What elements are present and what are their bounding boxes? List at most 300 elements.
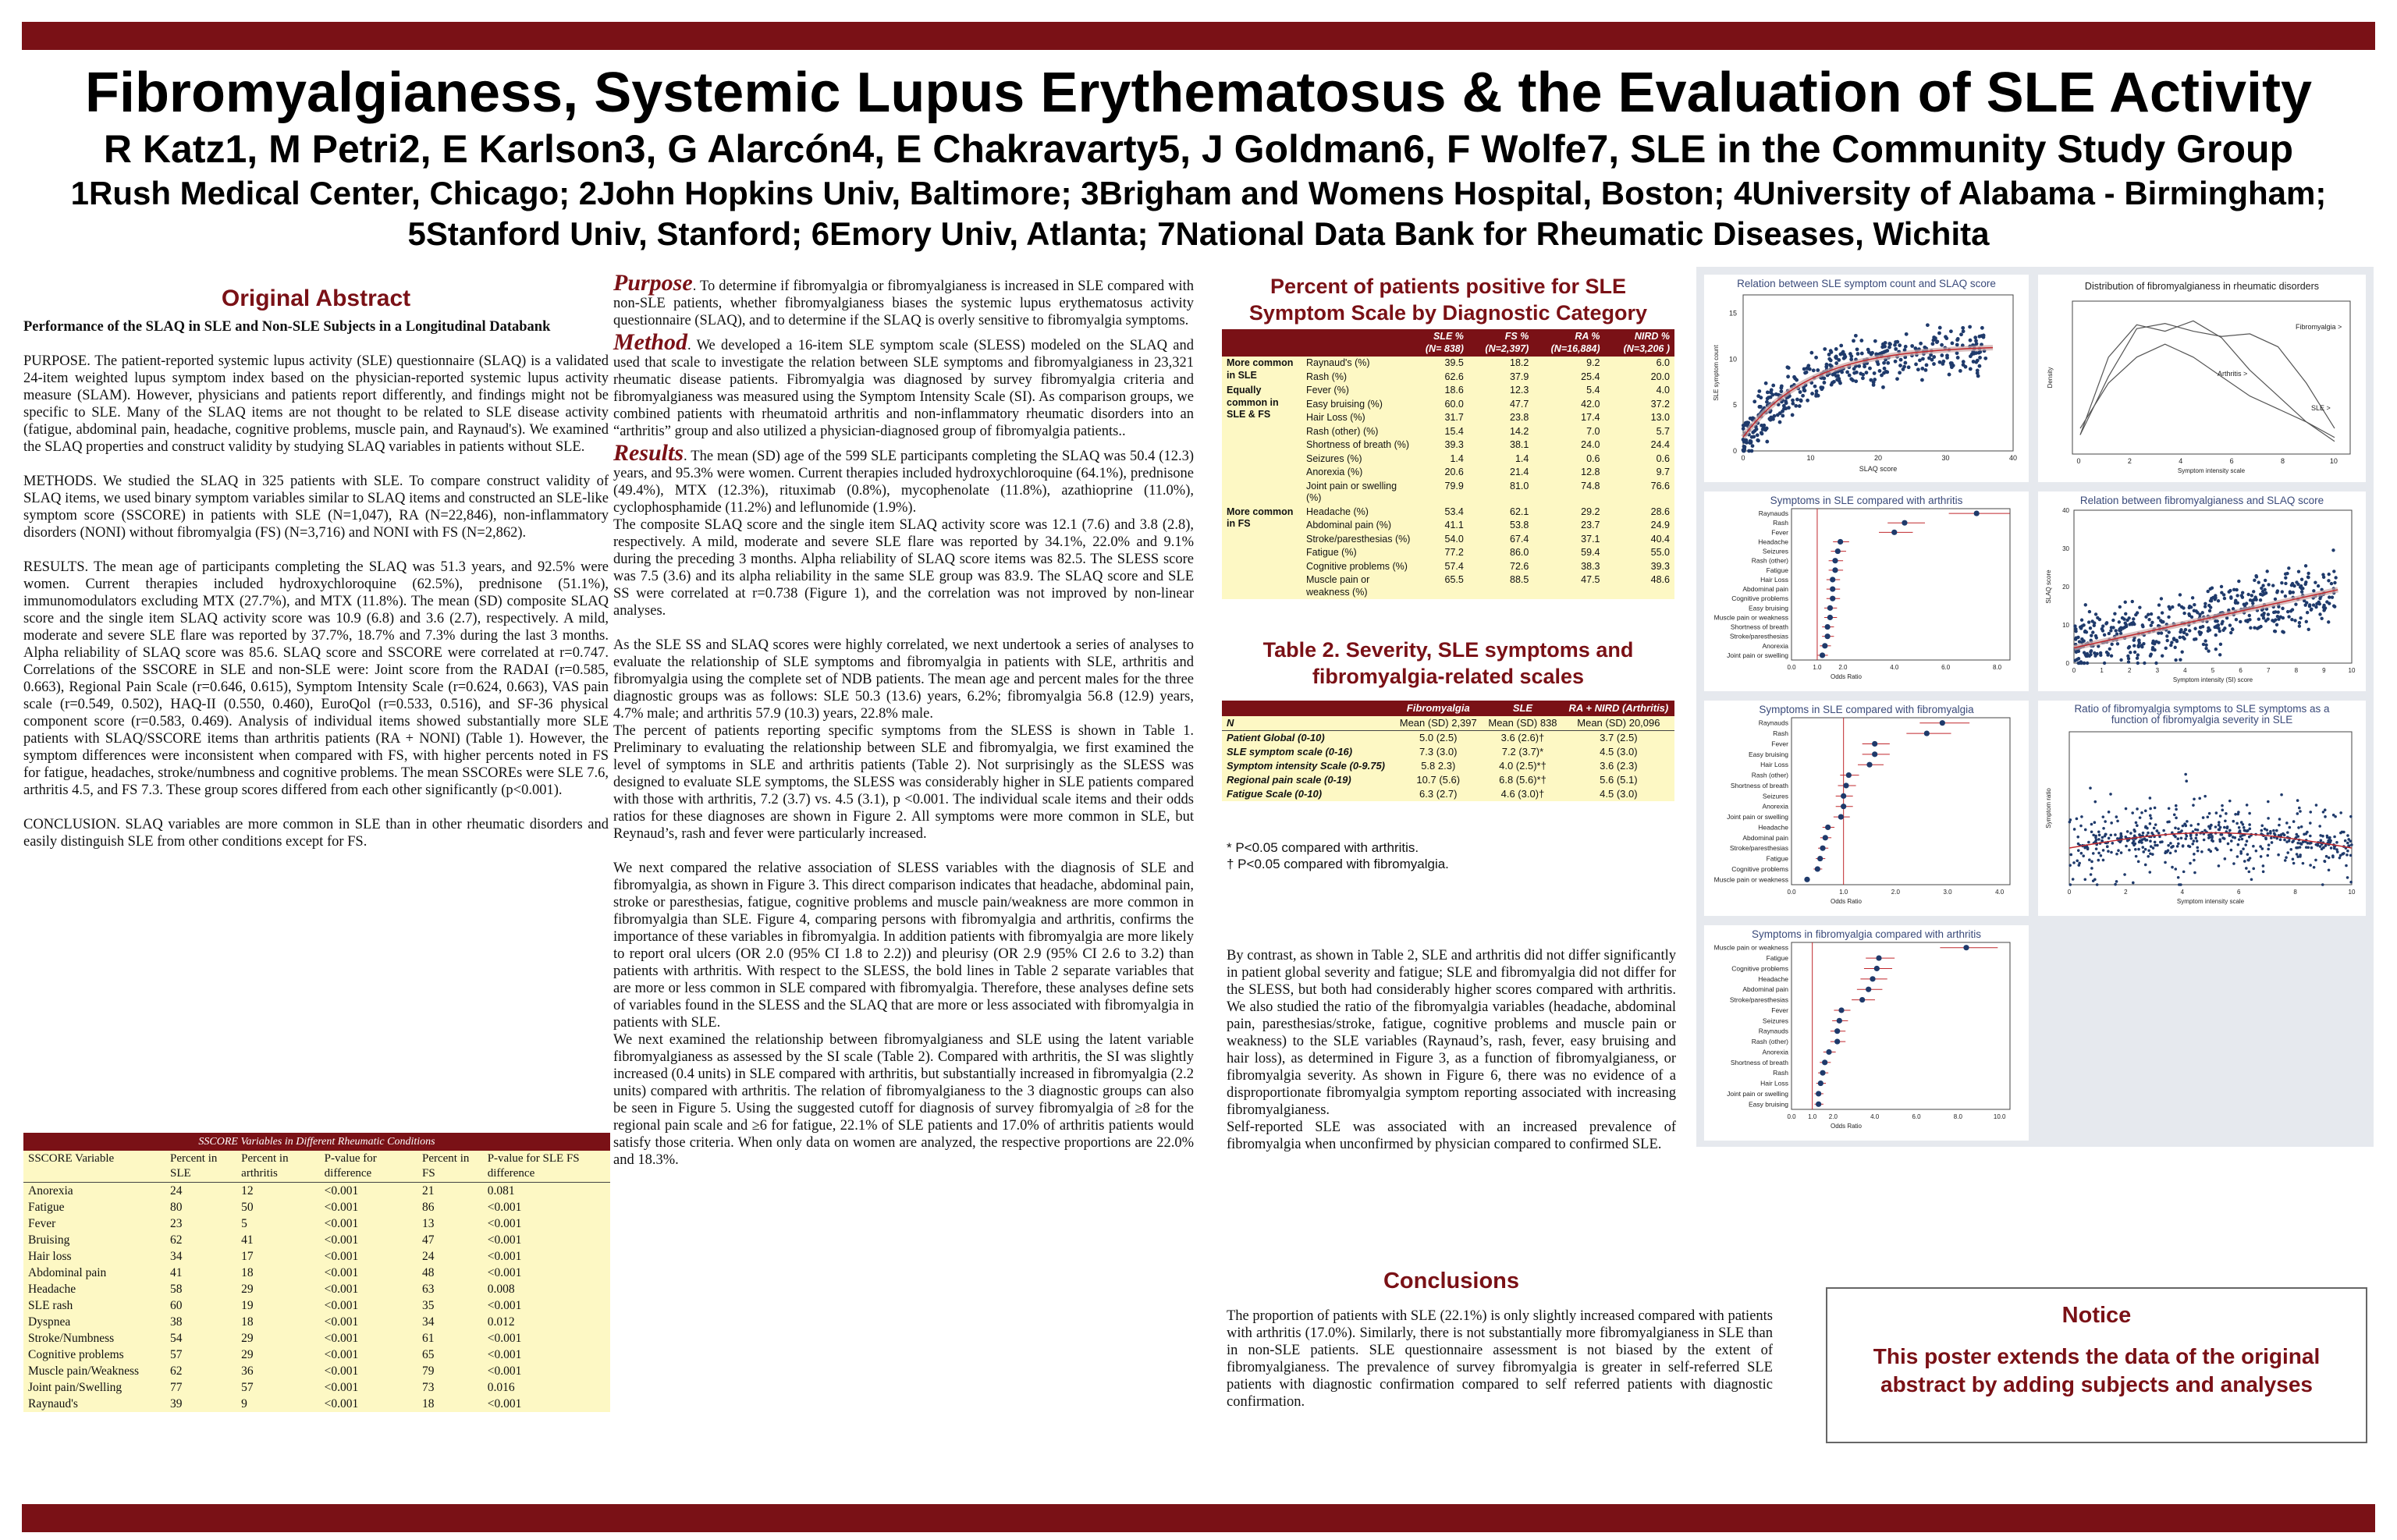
data-point	[2165, 639, 2168, 642]
data-point	[1837, 377, 1841, 381]
data-point	[2125, 623, 2128, 626]
data-point	[2284, 582, 2287, 585]
data-point	[2296, 842, 2299, 845]
data-point	[2290, 618, 2293, 621]
data-point	[1851, 378, 1855, 382]
data-point	[2084, 829, 2087, 832]
data-point	[2327, 620, 2330, 623]
table2-col-header: RA + NIRD (Arthritis)	[1563, 701, 1674, 716]
x-tick-label: 0	[1741, 454, 1745, 462]
data-point	[1918, 358, 1922, 362]
data-point	[1955, 343, 1959, 347]
data-point	[2254, 574, 2257, 577]
data-point	[2345, 864, 2348, 868]
data-point	[2198, 797, 2201, 800]
data-point	[2315, 804, 2318, 807]
figure-6b-title: Ratio of fibromyalgia symptoms to SLE symptoms as a function of fibromyalgia severity in SLE	[2074, 703, 2330, 726]
data-point	[2298, 807, 2301, 810]
data-point	[1743, 424, 1747, 428]
sscore-cell: 23	[170, 1217, 183, 1230]
data-point	[2204, 644, 2207, 647]
y-tick-label: 10	[1728, 355, 1737, 364]
table2-row	[1222, 731, 1674, 746]
data-point	[2157, 616, 2160, 619]
odds-ratio-point	[1837, 1018, 1842, 1024]
data-point	[2125, 619, 2129, 622]
data-point	[2269, 830, 2272, 833]
table1	[1222, 329, 1674, 599]
x-tick-label: 30	[1941, 454, 1950, 462]
data-point	[2285, 856, 2288, 859]
data-point	[1894, 347, 1898, 351]
results-label: Results	[613, 440, 684, 466]
x-tick-label: 8	[2294, 667, 2299, 674]
x-tick-label: 2	[2124, 889, 2128, 896]
odds-ratio-point	[1838, 539, 1843, 545]
data-point	[1982, 334, 1986, 338]
data-point	[1881, 385, 1885, 389]
data-point	[1948, 373, 1951, 377]
data-point	[1956, 337, 1960, 341]
x-tick-label: 10	[2329, 457, 2338, 465]
data-point	[2101, 624, 2104, 627]
data-point	[2228, 589, 2232, 592]
table1-row-label: Shortness of breath (%)	[1306, 439, 1410, 450]
data-point	[2168, 630, 2171, 633]
data-point	[2246, 830, 2249, 833]
data-point	[2229, 631, 2232, 634]
data-point	[2281, 590, 2284, 593]
x-tick-label: 0.0	[1787, 889, 1796, 896]
x-tick-label: 8.0	[1992, 664, 2002, 671]
x-axis-label: Odds Ratio	[1830, 1123, 1863, 1130]
data-point	[1961, 326, 1965, 330]
data-point	[2090, 860, 2093, 864]
table2-heading: Table 2. Severity, SLE symptoms and fibromyalgia-related scales	[1262, 638, 1634, 688]
data-point	[2159, 619, 2162, 623]
data-point	[2089, 626, 2092, 630]
data-point	[1950, 365, 1954, 369]
forest-row-label: Raynauds	[1758, 719, 1788, 727]
data-point	[2083, 878, 2086, 881]
table1-cell: 74.8	[1581, 480, 1600, 491]
sscore-cell: 29	[241, 1332, 254, 1345]
data-point	[2246, 619, 2250, 622]
forest-row-label: Seizures	[1762, 547, 1788, 555]
data-point	[2082, 623, 2085, 626]
data-point	[2338, 857, 2342, 860]
data-point	[2090, 867, 2093, 870]
figure-4-title: Symptoms in fibromyalgia compared with arthritis	[1751, 928, 1982, 940]
data-point	[2149, 797, 2152, 800]
data-point	[2074, 630, 2077, 633]
data-point	[1757, 389, 1761, 393]
table1-cell: 62.6	[1444, 371, 1464, 382]
data-point	[2189, 824, 2193, 827]
data-point	[2296, 835, 2299, 838]
table1-cell: 76.6	[1650, 480, 1670, 491]
data-point	[2270, 836, 2273, 839]
data-point	[2224, 857, 2227, 860]
data-point	[2217, 599, 2220, 602]
table2-note-2: † P<0.05 compared with fibromyalgia.	[1227, 857, 1449, 871]
data-point	[2085, 655, 2088, 658]
data-point	[2317, 601, 2320, 604]
data-point	[2246, 593, 2250, 596]
table2-cell: 3.6 (2.3)	[1600, 760, 1638, 772]
data-point	[1848, 352, 1852, 356]
data-point	[2069, 853, 2072, 857]
sscore-col-header: SSCORE Variable	[23, 1151, 165, 1183]
data-point	[2296, 583, 2299, 586]
data-point	[2335, 848, 2338, 851]
sscore-cell: 38	[170, 1315, 183, 1329]
data-point	[2110, 851, 2113, 854]
table1-cell: 28.6	[1650, 506, 1670, 517]
data-point	[2267, 848, 2270, 851]
figure-2-forest	[1704, 491, 2029, 691]
data-point	[2131, 600, 2134, 603]
data-point	[2335, 841, 2338, 844]
forest-row-label: Muscle pain or weakness	[1713, 613, 1788, 622]
sscore-col-header: Percent in FS	[417, 1151, 483, 1183]
odds-ratio-point	[1815, 866, 1820, 871]
odds-ratio-point	[1822, 643, 1827, 648]
data-point	[2295, 846, 2298, 850]
odds-ratio-point	[1832, 567, 1838, 573]
data-point	[2093, 800, 2097, 804]
data-point	[1940, 343, 1944, 347]
data-point	[2342, 852, 2346, 855]
table1-cell: 21.4	[1510, 467, 1529, 477]
forest-row-label: Abdominal pain	[1742, 585, 1788, 594]
sscore-row-label: Muscle pain/Weakness	[28, 1364, 140, 1378]
data-point	[2267, 800, 2270, 804]
data-point	[2291, 840, 2294, 843]
figure-1-scatter	[1704, 275, 2029, 482]
data-point	[2220, 585, 2223, 588]
table1-cell: 7.0	[1586, 425, 1600, 437]
sscore-cell: <0.001	[324, 1217, 359, 1230]
forest-row-label: Cognitive problems	[1731, 964, 1788, 973]
data-point	[2230, 839, 2233, 843]
table1-row-label: Abdominal pain (%)	[1306, 520, 1392, 530]
sscore-cell: 50	[241, 1201, 254, 1214]
data-point	[1868, 367, 1872, 371]
data-point	[2095, 839, 2098, 842]
method-label: Method	[613, 329, 688, 355]
sscore-cell: 58	[170, 1283, 183, 1296]
table2-cell: 5.0 (2.5)	[1419, 732, 1458, 743]
data-point	[2175, 804, 2178, 807]
by-contrast-para-2: Self-reported SLE was associated with an increased prevalence of fibromyalgia when unconfirmed by physician compared to confirmed SLE.	[1227, 1120, 1676, 1152]
data-point	[1766, 390, 1770, 394]
data-point	[2281, 607, 2284, 610]
data-point	[1781, 414, 1784, 418]
data-point	[1920, 378, 1924, 382]
table2-cell: 4.5 (3.0)	[1600, 788, 1638, 800]
data-point	[2255, 850, 2258, 853]
data-point	[1859, 372, 1863, 376]
table1-cell: 6.0	[1656, 357, 1670, 368]
data-point	[2193, 871, 2196, 875]
data-point	[2309, 811, 2312, 814]
data-point	[2171, 866, 2174, 869]
odds-ratio-point	[1924, 730, 1930, 736]
data-point	[2322, 604, 2325, 607]
data-point	[2294, 602, 2297, 605]
sscore-cell: <0.001	[324, 1348, 359, 1361]
data-point	[2090, 873, 2093, 876]
data-point	[1848, 374, 1852, 378]
data-point	[2174, 826, 2177, 829]
sscore-cell: 35	[422, 1299, 435, 1312]
data-point	[2259, 845, 2262, 848]
data-point	[2150, 817, 2153, 820]
data-point	[2179, 883, 2182, 886]
data-point	[2165, 634, 2168, 637]
data-point	[2095, 847, 2098, 850]
forest-row-label: Rash	[1773, 519, 1788, 527]
density-curve	[2080, 321, 2335, 441]
data-point	[2280, 793, 2283, 797]
data-point	[2142, 832, 2145, 835]
sscore-cell: <0.001	[324, 1233, 359, 1247]
data-point	[1969, 354, 1973, 358]
data-point	[1756, 433, 1760, 437]
data-point	[2147, 613, 2150, 616]
data-point	[2235, 594, 2239, 597]
forest-row-label: Anorexia	[1762, 802, 1788, 811]
table2-row-label: Symptom intensity Scale (0-9.75)	[1227, 760, 1386, 772]
data-point	[2350, 843, 2353, 846]
data-point	[1749, 439, 1752, 443]
table2-row	[1222, 716, 1674, 731]
table1-cell: 79.9	[1444, 480, 1464, 491]
forest-row-label: Seizures	[1762, 1017, 1788, 1025]
data-point	[1759, 405, 1763, 409]
data-point	[2134, 848, 2137, 851]
data-point	[2253, 626, 2256, 630]
data-point	[2300, 578, 2303, 581]
data-point	[2250, 594, 2253, 597]
data-point	[2115, 633, 2118, 636]
table1-col-header: SLE % (N= 838)	[1416, 329, 1468, 357]
data-point	[1764, 381, 1768, 385]
data-point	[2328, 857, 2331, 860]
table1-cell: 12.3	[1510, 385, 1529, 396]
figure-1-title: Relation between SLE symptom count and SLAQ score	[1737, 278, 1996, 289]
data-point	[1808, 367, 1812, 371]
table1-row	[1222, 357, 1674, 371]
data-point	[2092, 879, 2095, 882]
data-point	[1854, 379, 1858, 383]
data-point	[2124, 612, 2127, 616]
data-point	[1784, 406, 1788, 410]
data-point	[2267, 612, 2270, 616]
sscore-cell: 13	[422, 1217, 435, 1230]
figure-3-title: Symptoms in SLE compared with fibromyalgia	[1759, 704, 1974, 715]
sscore-row	[23, 1363, 610, 1379]
data-point	[1776, 413, 1780, 417]
data-point	[2141, 625, 2144, 628]
odds-ratio-point	[1902, 520, 1907, 526]
data-point	[2079, 825, 2083, 828]
data-point	[2218, 824, 2221, 827]
sscore-cell: <0.001	[487, 1250, 522, 1263]
figure-2-panel	[1704, 491, 2029, 691]
data-point	[1902, 365, 1906, 369]
table1-cell: 24.4	[1650, 439, 1670, 450]
data-point	[2293, 619, 2296, 622]
data-point	[2244, 843, 2247, 846]
odds-ratio-point	[1826, 1049, 1831, 1055]
y-tick-label: 10	[2062, 622, 2069, 629]
sscore-cell: <0.001	[487, 1201, 522, 1214]
sscore-row-label: Stroke/Numbness	[28, 1332, 115, 1345]
data-point	[2308, 605, 2311, 608]
data-point	[2251, 601, 2254, 605]
data-point	[2260, 855, 2263, 858]
data-point	[2218, 653, 2221, 656]
data-point	[2193, 627, 2196, 630]
data-point	[2203, 839, 2206, 842]
data-point	[2174, 658, 2177, 662]
y-tick-label: 5	[1732, 401, 1737, 410]
data-point	[2144, 810, 2147, 813]
odds-ratio-point	[1876, 955, 1881, 960]
sscore-cell: <0.001	[487, 1233, 522, 1247]
data-point	[1973, 335, 1977, 339]
data-point	[2349, 881, 2353, 884]
odds-ratio-point	[1830, 586, 1835, 591]
data-point	[2095, 636, 2098, 639]
data-point	[2142, 642, 2145, 645]
data-point	[2257, 580, 2260, 584]
data-point	[2330, 582, 2333, 585]
data-point	[2108, 811, 2111, 814]
data-point	[2248, 823, 2251, 826]
data-point	[2266, 617, 2269, 620]
odds-ratio-point	[1870, 976, 1875, 981]
data-point	[2317, 584, 2320, 587]
data-point	[2090, 619, 2093, 623]
sscore-cell: 9	[241, 1397, 247, 1410]
data-point	[1792, 375, 1796, 379]
data-point	[1968, 325, 1972, 329]
data-point	[2218, 821, 2221, 824]
data-point	[1959, 332, 1963, 336]
data-point	[2073, 624, 2076, 627]
data-point	[1919, 342, 1923, 346]
data-point	[2239, 852, 2243, 855]
data-point	[1885, 349, 1889, 353]
data-point	[2346, 834, 2349, 837]
data-point	[2184, 773, 2187, 776]
data-point	[2282, 616, 2285, 619]
forest-row-label: Easy bruising	[1748, 1100, 1788, 1109]
x-tick-label: 6.0	[1912, 1113, 1921, 1120]
data-point	[2249, 827, 2252, 830]
data-point	[1765, 440, 1769, 444]
data-point	[2069, 883, 2072, 886]
data-point	[2209, 850, 2212, 853]
data-point	[2088, 858, 2091, 861]
table1-cell: 14.2	[1510, 425, 1529, 437]
data-point	[2277, 853, 2280, 857]
data-point	[2199, 633, 2202, 636]
odds-ratio-point	[1846, 772, 1852, 778]
sscore-cell: 39	[170, 1397, 183, 1410]
data-point	[2169, 852, 2172, 855]
data-point	[2238, 826, 2241, 829]
density-curve	[2080, 324, 2335, 435]
data-point	[2157, 603, 2161, 606]
data-point	[1845, 371, 1849, 374]
data-point	[2235, 588, 2238, 591]
data-point	[2093, 624, 2096, 627]
data-point	[1751, 431, 1755, 435]
forest-row-label: Stroke/paresthesias	[1729, 844, 1788, 853]
data-point	[2259, 598, 2262, 601]
data-point	[2306, 846, 2310, 849]
data-point	[2207, 626, 2210, 630]
sscore-cell: 5	[241, 1217, 247, 1230]
data-point	[1791, 413, 1795, 417]
data-point	[2291, 582, 2294, 585]
table2-row-label: Patient Global (0-10)	[1227, 732, 1325, 743]
sscore-cell: <0.001	[324, 1315, 359, 1329]
figure-2-title: Symptoms in SLE compared with arthritis	[1770, 495, 1963, 506]
data-point	[2287, 566, 2290, 570]
data-point	[1898, 343, 1902, 347]
data-point	[2292, 820, 2296, 823]
data-point	[2118, 620, 2121, 623]
data-point	[2296, 812, 2299, 815]
data-point	[2260, 825, 2264, 828]
data-point	[2209, 599, 2212, 602]
data-point	[2195, 833, 2198, 836]
table2-cell: 4.0 (2.5)*†	[1499, 760, 1547, 772]
data-point	[2267, 832, 2270, 836]
data-point	[2132, 617, 2135, 620]
poster-title: Fibromyalgianess, Systemic Lupus Erythematosus & the Evaluation of SLE Activity	[84, 62, 2313, 124]
para-3: As the SLE SS and SLAQ scores were highly correlated, we next undertook a series of analyses to evaluate the relationship of SLE symptoms and fibromyalgia in patients with SLE, arthritis and fibromyalgia using the complete set of NDB patients. The mean age and percent males for the three diagnostic groups was as follows: SLE 50.3 (13.6) years, 6.2%; fibromyalgia 56.8 (12.9) years, 4.7% male; and arthritis 57.9 (10.3) years, 22.8% male.	[613, 637, 1194, 722]
table1-col-header: FS % (N=2,397)	[1468, 329, 1533, 357]
data-point	[1742, 447, 1746, 451]
sscore-cell: 24	[170, 1184, 183, 1198]
data-point	[2279, 839, 2282, 842]
table1-cell: 81.0	[1510, 480, 1529, 491]
data-point	[2324, 808, 2327, 811]
forest-row-label: Anorexia	[1762, 1048, 1788, 1056]
data-point	[1795, 398, 1799, 402]
forest-row-label: Joint pain or swelling	[1727, 1089, 1788, 1098]
data-point	[2160, 631, 2163, 634]
data-point	[1771, 384, 1775, 388]
sscore-cell: 0.012	[487, 1315, 515, 1329]
data-point	[1904, 345, 1908, 349]
data-point	[2246, 839, 2249, 843]
figure-6a-panel	[2038, 491, 2366, 691]
data-point	[2136, 611, 2139, 614]
data-point	[1983, 357, 1987, 360]
sscore-cell: 80	[170, 1201, 183, 1214]
data-point	[2193, 853, 2196, 856]
table1-cell: 37.1	[1581, 533, 1600, 545]
data-point	[2090, 633, 2093, 637]
odds-ratio-point	[1874, 966, 1880, 971]
